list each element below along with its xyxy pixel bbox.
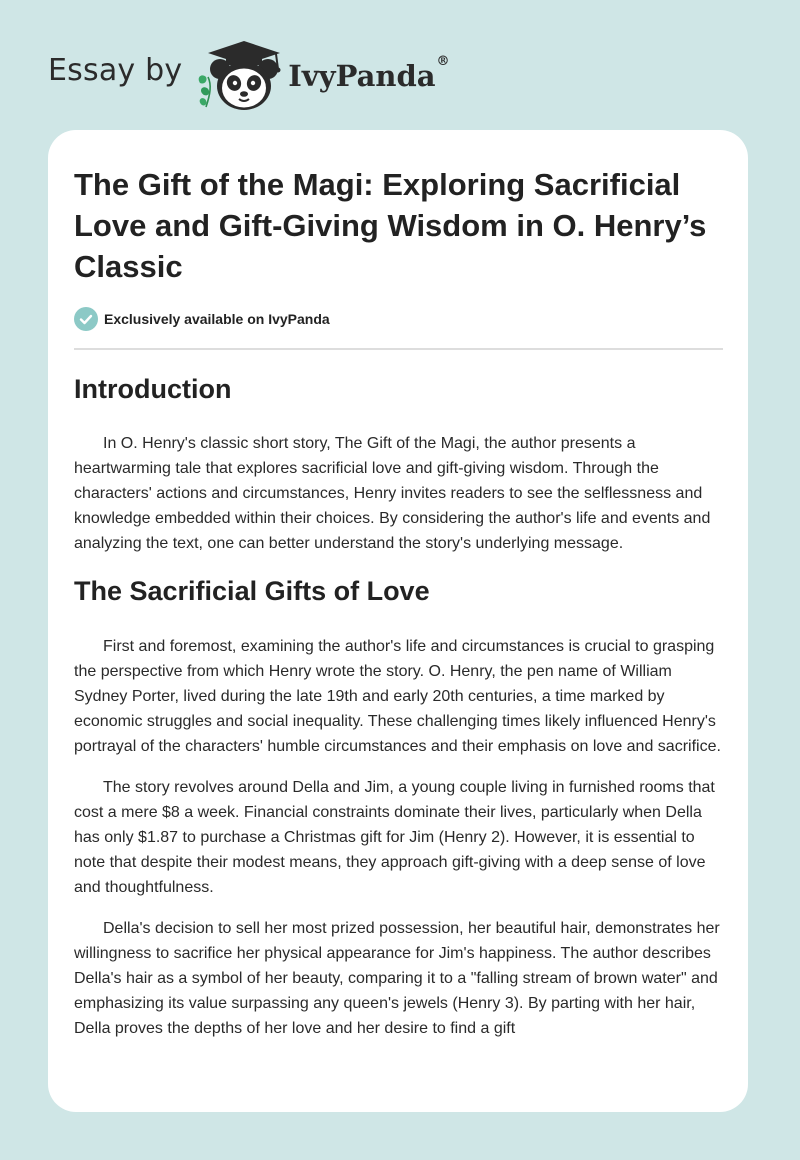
paragraph: Della's decision to sell her most prized possession, her beautiful hair, demonstrates her willingness to sacrifice her physical appearance for Jim's happiness. The author describes Della's hair as a symbol of her beauty, comparing it to a "falling stream of brown water" and emphasizing its value surpassing any queen's jewels (Henry 3). By parting with her hair, Della proves the depths of her love and her desire to find a gift [74,920,720,1037]
section-heading-sacrificial-gifts: The Sacrificial Gifts of Love [74,576,430,606]
badge-text: Exclusively available on IvyPanda [104,311,330,327]
essay-title: The Gift of the Magi: Exploring Sacrificial Love and Gift-Giving Wisdom in O. Henry’s Classic [74,167,707,284]
essay-card [48,130,748,1112]
exclusive-badge [74,307,723,331]
divider [74,348,723,350]
paragraph: First and foremost, examining the author's life and circumstances is crucial to grasping the perspective from which Henry wrote the story. O. Henry, the pen name of William Sydney Porter, lived during the late 19th and early 20th centuries, a time marked by economic struggles and social inequality. These challenging times likely influenced Henry's portrayal of the characters' humble circumstances and their emphasis on love and sacrifice. [74,638,721,755]
section-heading-introduction: Introduction [74,374,232,404]
essay-content [74,164,723,1041]
paragraph: In O. Henry's classic short story, The Gift of the Magi, the author presents a heartwarming tale that explores sacrificial love and gift-giving wisdom. Through the characters' actions and circumstances, Henry invites readers to see the selflessness and knowledge embedded within their choices. By considering the author's life and events and analyzing the text, one can better understand the story's underlying message. [74,435,711,552]
brand-prefix: Essay by [48,52,183,88]
paragraph: The story revolves around Della and Jim, a young couple living in furnished rooms that cost a mere $8 a week. Financial constraints dominate their lives, particularly when Della has only $1.87 to purchase a Christmas gift for Jim (Henry 2). However, it is essential to note that despite their modest means, they approach gift-giving with a deep sense of love and thoughtfulness. [74,779,715,896]
panda-logo-icon[interactable] [194,39,286,113]
brand-name: IvyPanda® [288,54,450,93]
checkmark-icon [74,307,98,331]
site-header [48,34,450,114]
